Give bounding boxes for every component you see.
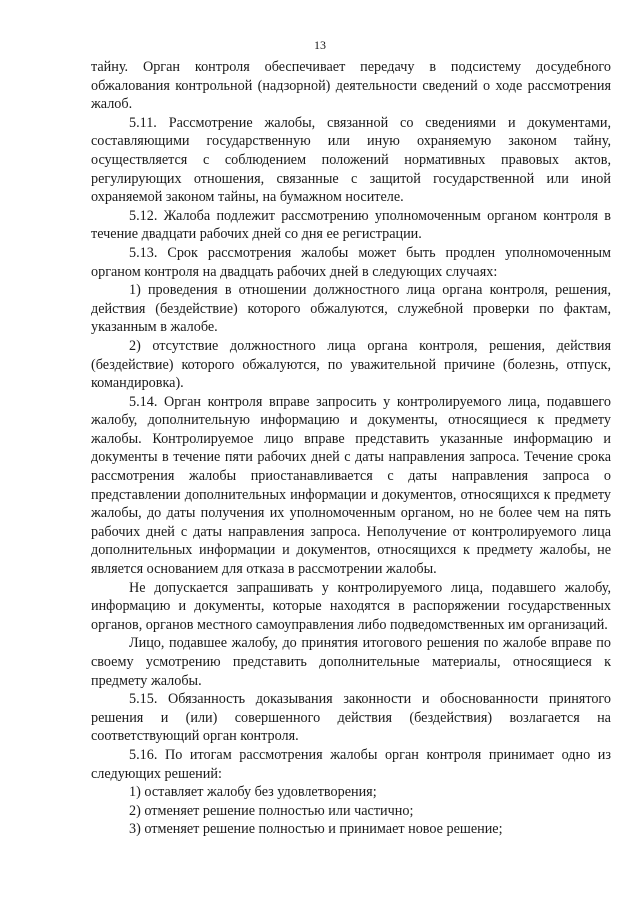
paragraph-5-15: 5.15. Обязанность доказывания законности и обоснованности принятого решения и (или) совершенного действия (бездействия) возлагается на соответствующий орган контроля. [91,691,611,745]
paragraph-no-request: Не допускается запрашивать у контролируемого лица, подавшего жалобу, информацию и документы, которые находятся в распоряжении государственных органов, органов местного самоуправления либо подведомственных им организаций. [91,579,611,633]
paragraph-continuation: тайну. Орган контроля обеспечивает передачу в подсистему досудебного обжалования контрольной (надзорной) деятельности сведений о ходе рассмотрения жалоб. [91,59,611,113]
list-item-5-13-2: 2) отсутствие должностного лица органа контроля, решения, действия (бездействие) которого обжалуются, по уважительной причине (болезнь, отпуск, командировка). [91,337,611,392]
list-item-5-16-2: 2) отменяет решение полностью или частично; [129,802,414,819]
list-item-5-16-3: 3) отменяет решение полностью и принимает новое решение; [129,821,503,838]
paragraph-5-16: 5.16. По итогам рассмотрения жалобы орган контроля принимает одно из следующих решений: [91,746,611,782]
document-body [91,58,611,839]
paragraph-5-12: 5.12. Жалоба подлежит рассмотрению уполномоченным органом контроля в течение двадцати рабочих дней со дня ее регистрации. [91,207,611,243]
list-item-5-16-1: 1) оставляет жалобу без удовлетворения; [129,784,377,801]
paragraph-5-14: 5.14. Орган контроля вправе запросить у контролируемого лица, подавшего жалобу, дополнительную информацию и документы, относящиеся к предмету жалобы. Контролируемое лицо вправе представить указанные информацию и документы в течение пяти рабочих дней с даты направления запроса. Течение срока рассмотрения жалобы приостанавливается с даты направления запроса о представлении дополнительных информации и документов, относящихся к предмету жалобы, до даты получения их уполномоченным органом, но не более чем на пять рабочих дней с даты направления запроса. Неполучение от контролируемого лица дополнительных информации и документов, относящихся к предмету жалобы, не является основанием для отказа в рассмотрении жалобы. [91,393,611,578]
list-item-5-13-1: 1) проведения в отношении должностного лица органа контроля, решения, действия (бездействие) которого обжалуются, служебной проверки по фактам, указанным в жалобе. [91,282,611,336]
paragraph-additional-materials: Лицо, подавшее жалобу, до принятия итогового решения по жалобе вправе по своему усмотрению представить дополнительные материалы, относящиеся к предмету жалобы. [91,635,611,689]
paragraph-5-11: 5.11. Рассмотрение жалобы, связанной со сведениями и документами, составляющими государственную или иную охраняемую законом тайну, осуществляется с соблюдением положений нормативных правовых актов, регулирующих отношения, связанные с защитой государственной или иной охраняемой законом тайны, на бумажном носителе. [91,114,611,206]
page-number: 13 [314,38,326,52]
paragraph-5-13: 5.13. Срок рассмотрения жалобы может быть продлен уполномоченным органом контроля на двадцать рабочих дней в следующих случаях: [91,244,611,280]
